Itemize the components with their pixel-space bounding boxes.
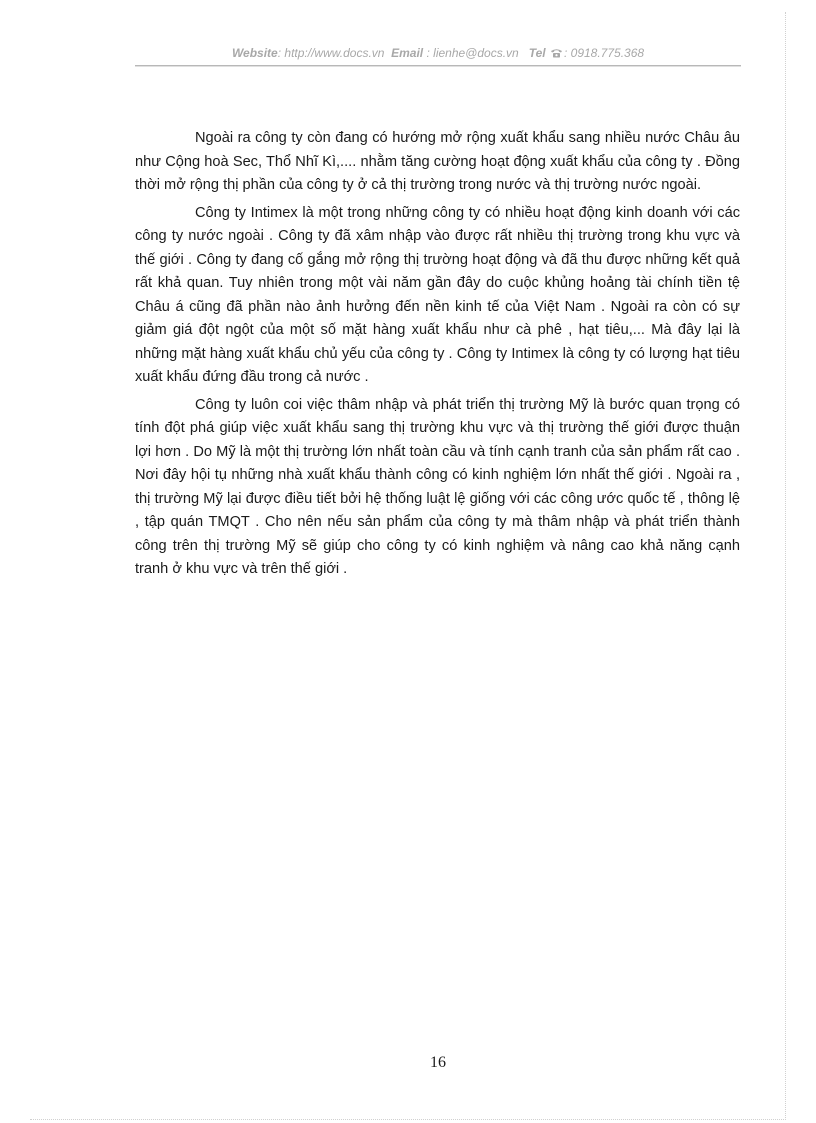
page-number: 16	[430, 1054, 446, 1071]
tel-value: : 0918.775.368	[563, 46, 645, 60]
email-label: Email	[391, 46, 424, 60]
email-value: : lienhe@docs.vn	[426, 46, 519, 60]
paragraph-3: Công ty luôn coi việc thâm nhập và phát triển thị trường Mỹ là bước quan trọng có tính đột phá giúp việc xuất khẩu sang thị trường khu vực và thị trường thế giới được thuận lợi hơn . Do Mỹ là một thị trường lớn nhất toàn cầu và tính cạnh tranh của sản phẩm rất cao . Nơi đây hội tụ những nhà xuất khẩu thành công có kinh nghiệm lớn nhất thế giới . Ngoài ra , thị trường Mỹ lại được điều tiết bởi hệ thống luật lệ giống với các công ước quốc tế , thông lệ , tập quán TMQT . Cho nên nếu sản phẩm của công ty mà thâm nhập và phát triển thành công trên thị trường Mỹ sẽ giúp cho công ty có kinh nghiệm và nâng cao khả năng cạnh tranh ở khu vực và trên thế giới .	[135, 396, 740, 577]
paragraph-2: Công ty Intimex là một trong những công ty có nhiều hoạt động kinh doanh với các công ty nước ngoài . Công ty đã xâm nhập vào được rất nhiều thị trường trong khu vực và thế giới . Công ty đang cố gắng mở rộng thị trường hoạt động và đã thu được những kết quả rất khả quan. Tuy nhiên trong một vài năm gần đây do cuộc khủng hoảng tài chính tiền tệ Châu á cũng đã phần nào ảnh hưởng đến nền kinh tế của Việt Nam . Ngoài ra còn có sự giảm giá đột ngột của một số mặt hàng xuất khẩu như cà phê , hạt tiêu,... Mà đây lại là những mặt hàng xuất khẩu chủ yếu của công ty . Công ty Intimex là công ty có lượng hạt tiêu xuất khẩu đứng đầu trong cả nước .	[135, 204, 740, 385]
website-label: Website	[231, 46, 278, 60]
paragraph-1: Ngoài ra công ty còn đang có hướng mở rộng xuất khẩu sang nhiều nước Châu âu như Cộng hoà Sec, Thổ Nhĩ Kì,.... nhằm tăng cường hoạt động xuất khẩu của công ty . Đồng thời mở rộng thị phần của công ty ở cả thị trường trong nước và thị trường nước ngoài.	[135, 130, 740, 193]
header-divider	[135, 65, 741, 66]
website-value: : http://www.docs.vn	[277, 46, 385, 60]
page-header	[135, 46, 741, 60]
document-body	[135, 127, 740, 586]
tel-label: Tel	[528, 46, 546, 60]
telephone-icon	[550, 48, 563, 58]
